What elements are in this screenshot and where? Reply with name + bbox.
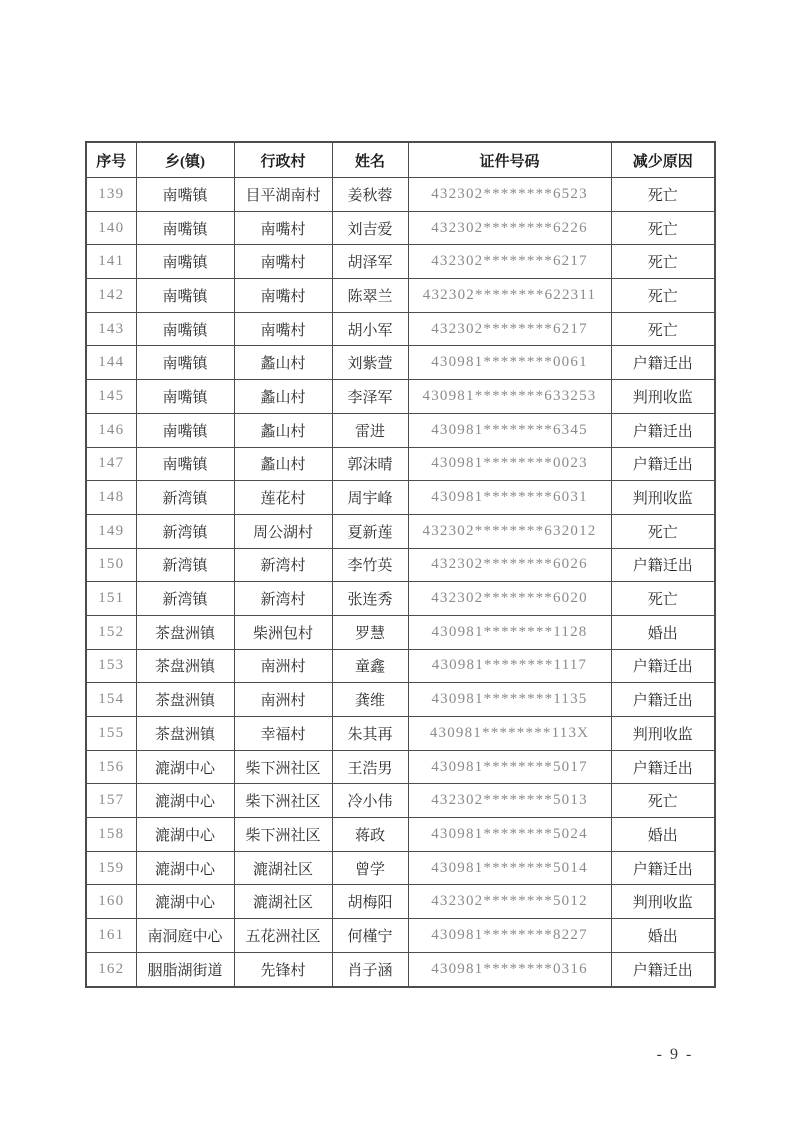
table-row [86,750,715,784]
cell-name: 龚维 [332,683,408,717]
table-row [86,952,715,986]
cell-reason: 婚出 [611,615,715,649]
cell-village: 南洲村 [234,649,332,683]
cell-village: 蠡山村 [234,413,332,447]
cell-name: 冷小伟 [332,784,408,818]
cell-id-number: 432302********632012 [408,514,611,548]
table-row [86,514,715,548]
cell-reason: 死亡 [611,211,715,245]
cell-index: 142 [86,279,136,313]
cell-index: 139 [86,178,136,212]
cell-id-number: 432302********6523 [408,178,611,212]
cell-name: 夏新莲 [332,514,408,548]
table-row [86,447,715,481]
cell-index: 147 [86,447,136,481]
cell-reason: 判刑收监 [611,717,715,751]
cell-name: 王浩男 [332,750,408,784]
cell-village: 周公湖村 [234,514,332,548]
column-header-reason: 减少原因 [611,142,715,178]
cell-id-number: 432302********6226 [408,211,611,245]
cell-name: 胡梅阳 [332,885,408,919]
cell-name: 胡小军 [332,312,408,346]
cell-township: 漉湖中心 [136,750,234,784]
column-header-township: 乡(镇) [136,142,234,178]
cell-village: 南嘴村 [234,279,332,313]
table-row [86,582,715,616]
cell-reason: 户籍迁出 [611,346,715,380]
cell-name: 姜秋蓉 [332,178,408,212]
cell-village: 蠡山村 [234,447,332,481]
cell-id-number: 430981********113X [408,717,611,751]
cell-index: 159 [86,851,136,885]
reduction-roster-table [85,141,716,988]
cell-name: 雷进 [332,413,408,447]
cell-village: 幸福村 [234,717,332,751]
cell-reason: 户籍迁出 [611,750,715,784]
cell-village: 目平湖南村 [234,178,332,212]
cell-name: 李竹英 [332,548,408,582]
cell-township: 茶盘洲镇 [136,683,234,717]
cell-name: 刘吉爱 [332,211,408,245]
cell-reason: 户籍迁出 [611,413,715,447]
cell-index: 154 [86,683,136,717]
table-row [86,178,715,212]
cell-id-number: 430981********5024 [408,818,611,852]
cell-id-number: 430981********6031 [408,481,611,515]
cell-township: 漉湖中心 [136,784,234,818]
cell-name: 蒋政 [332,818,408,852]
table-row [86,211,715,245]
cell-township: 胭脂湖街道 [136,952,234,986]
table-body [86,178,715,987]
cell-township: 南嘴镇 [136,380,234,414]
table-row [86,279,715,313]
cell-reason: 死亡 [611,178,715,212]
cell-reason: 死亡 [611,514,715,548]
cell-village: 蠡山村 [234,346,332,380]
page-number: - 9 - [656,1046,694,1063]
cell-village: 新湾村 [234,548,332,582]
cell-index: 151 [86,582,136,616]
cell-township: 南嘴镇 [136,245,234,279]
cell-index: 143 [86,312,136,346]
cell-name: 张连秀 [332,582,408,616]
cell-township: 茶盘洲镇 [136,649,234,683]
cell-name: 朱其再 [332,717,408,751]
cell-township: 新湾镇 [136,548,234,582]
cell-id-number: 432302********6026 [408,548,611,582]
table-row [86,346,715,380]
cell-township: 南嘴镇 [136,346,234,380]
table-header-row [86,142,715,178]
cell-id-number: 430981********0061 [408,346,611,380]
cell-id-number: 432302********5012 [408,885,611,919]
cell-id-number: 430981********1117 [408,649,611,683]
cell-reason: 婚出 [611,919,715,953]
cell-name: 周宇峰 [332,481,408,515]
cell-village: 柴下洲社区 [234,784,332,818]
cell-id-number: 430981********8227 [408,919,611,953]
cell-id-number: 432302********622311 [408,279,611,313]
cell-index: 146 [86,413,136,447]
cell-village: 先锋村 [234,952,332,986]
cell-index: 148 [86,481,136,515]
cell-reason: 死亡 [611,784,715,818]
cell-village: 蠡山村 [234,380,332,414]
column-header-id-number: 证件号码 [408,142,611,178]
cell-id-number: 430981********1135 [408,683,611,717]
cell-index: 162 [86,952,136,986]
column-header-index: 序号 [86,142,136,178]
cell-township: 南嘴镇 [136,178,234,212]
cell-id-number: 430981********633253 [408,380,611,414]
cell-township: 南嘴镇 [136,211,234,245]
cell-township: 新湾镇 [136,481,234,515]
cell-index: 160 [86,885,136,919]
table-row [86,413,715,447]
cell-name: 何槿宁 [332,919,408,953]
cell-reason: 户籍迁出 [611,649,715,683]
cell-village: 南嘴村 [234,312,332,346]
cell-township: 漉湖中心 [136,885,234,919]
cell-reason: 户籍迁出 [611,548,715,582]
cell-index: 145 [86,380,136,414]
cell-reason: 判刑收监 [611,885,715,919]
table-row [86,312,715,346]
cell-index: 161 [86,919,136,953]
cell-name: 刘紫萱 [332,346,408,380]
table-row [86,380,715,414]
cell-id-number: 432302********5013 [408,784,611,818]
cell-name: 曾学 [332,851,408,885]
table-row [86,481,715,515]
cell-name: 郭沫晴 [332,447,408,481]
table-row [86,717,715,751]
cell-index: 140 [86,211,136,245]
table-row [86,919,715,953]
cell-name: 陈翠兰 [332,279,408,313]
cell-id-number: 432302********6020 [408,582,611,616]
table-row [86,885,715,919]
cell-id-number: 430981********5017 [408,750,611,784]
cell-township: 南嘴镇 [136,413,234,447]
cell-id-number: 430981********6345 [408,413,611,447]
cell-reason: 户籍迁出 [611,683,715,717]
cell-name: 李泽军 [332,380,408,414]
table-row [86,615,715,649]
cell-index: 152 [86,615,136,649]
cell-index: 144 [86,346,136,380]
table-row [86,245,715,279]
cell-name: 肖子涵 [332,952,408,986]
cell-township: 南嘴镇 [136,279,234,313]
cell-township: 南嘴镇 [136,447,234,481]
cell-township: 漉湖中心 [136,851,234,885]
cell-id-number: 430981********5014 [408,851,611,885]
cell-index: 156 [86,750,136,784]
cell-township: 南嘴镇 [136,312,234,346]
cell-reason: 户籍迁出 [611,447,715,481]
cell-village: 柴下洲社区 [234,818,332,852]
cell-village: 新湾村 [234,582,332,616]
cell-township: 漉湖中心 [136,818,234,852]
cell-reason: 死亡 [611,245,715,279]
column-header-village: 行政村 [234,142,332,178]
table-row [86,649,715,683]
cell-id-number: 430981********1128 [408,615,611,649]
cell-village: 漉湖社区 [234,885,332,919]
cell-reason: 户籍迁出 [611,952,715,986]
cell-id-number: 430981********0316 [408,952,611,986]
cell-reason: 死亡 [611,312,715,346]
cell-index: 153 [86,649,136,683]
cell-name: 胡泽军 [332,245,408,279]
cell-id-number: 432302********6217 [408,312,611,346]
column-header-name: 姓名 [332,142,408,178]
cell-index: 155 [86,717,136,751]
table-row [86,548,715,582]
cell-reason: 死亡 [611,582,715,616]
cell-reason: 判刑收监 [611,380,715,414]
cell-reason: 死亡 [611,279,715,313]
cell-township: 茶盘洲镇 [136,615,234,649]
table-row [86,851,715,885]
cell-township: 新湾镇 [136,514,234,548]
cell-name: 童鑫 [332,649,408,683]
cell-name: 罗慧 [332,615,408,649]
cell-township: 茶盘洲镇 [136,717,234,751]
cell-township: 新湾镇 [136,582,234,616]
table-row [86,818,715,852]
cell-village: 南嘴村 [234,211,332,245]
cell-reason: 判刑收监 [611,481,715,515]
cell-village: 五花洲社区 [234,919,332,953]
cell-village: 莲花村 [234,481,332,515]
cell-village: 柴下洲社区 [234,750,332,784]
cell-village: 南嘴村 [234,245,332,279]
cell-index: 150 [86,548,136,582]
cell-id-number: 432302********6217 [408,245,611,279]
cell-index: 157 [86,784,136,818]
cell-township: 南洞庭中心 [136,919,234,953]
cell-reason: 婚出 [611,818,715,852]
cell-reason: 户籍迁出 [611,851,715,885]
cell-index: 141 [86,245,136,279]
table-row [86,784,715,818]
cell-index: 158 [86,818,136,852]
cell-village: 漉湖社区 [234,851,332,885]
cell-index: 149 [86,514,136,548]
cell-id-number: 430981********0023 [408,447,611,481]
cell-village: 柴洲包村 [234,615,332,649]
table-row [86,683,715,717]
cell-village: 南洲村 [234,683,332,717]
